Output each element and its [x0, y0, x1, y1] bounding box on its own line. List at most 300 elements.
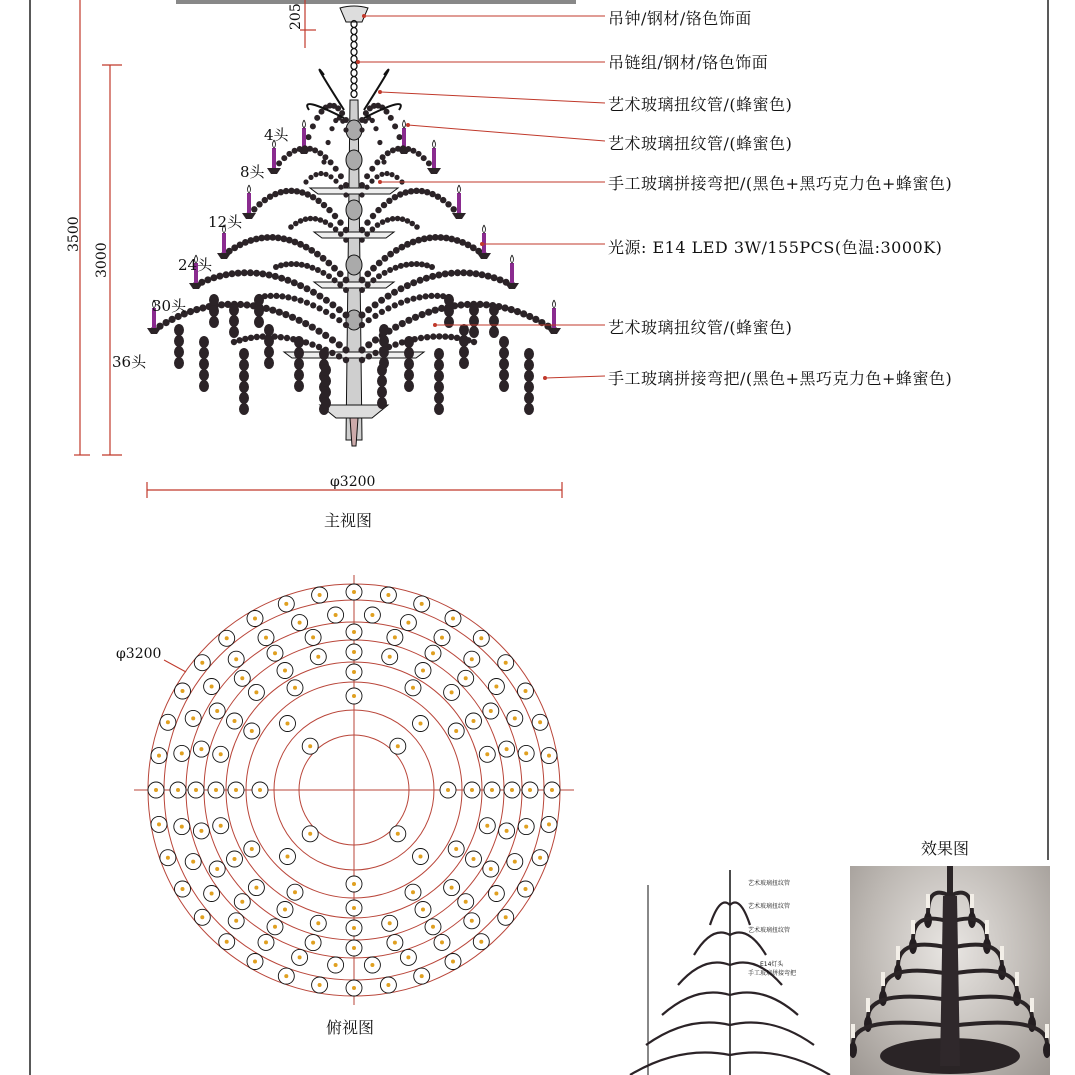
glass-bead — [314, 251, 321, 258]
plan-bulb-dot — [550, 788, 554, 792]
tier-label-24: 24头 — [178, 256, 213, 274]
leader-line — [380, 92, 605, 103]
glass-bead — [460, 269, 467, 276]
glass-bead — [365, 282, 371, 288]
caption-top-view: 俯视图 — [326, 1018, 375, 1037]
glass-bead — [379, 172, 384, 177]
glass-bead — [448, 334, 454, 340]
glass-tray — [284, 352, 424, 358]
plan-bulb-dot — [479, 940, 483, 944]
glass-bead — [419, 311, 426, 318]
callout-twisted-tube-1: 艺术玻璃扭纹管/(蜂蜜色) — [608, 95, 793, 114]
glass-bead — [417, 277, 424, 284]
glass-bead — [310, 289, 317, 296]
glass-bead — [268, 293, 274, 299]
glass-bead — [359, 357, 365, 363]
thumb-arm — [694, 933, 730, 956]
plan-bulb-dot — [470, 788, 474, 792]
glass-bead — [338, 231, 344, 237]
glass-bead — [308, 216, 314, 222]
plan-bulb-dot — [311, 635, 315, 639]
thumb-arm — [630, 1053, 730, 1075]
glass-bead — [336, 306, 343, 313]
hanging-bead — [434, 403, 444, 415]
glass-bead — [330, 313, 336, 319]
glass-bead — [508, 306, 515, 313]
hanging-bead — [524, 348, 534, 360]
tier-label-8: 8头 — [240, 163, 265, 181]
glass-bead — [414, 224, 420, 230]
plan-bulb-dot — [308, 744, 312, 748]
glass-bead — [317, 150, 323, 156]
hanging-bead — [199, 380, 209, 392]
render-candle — [866, 998, 870, 1012]
glass-bead — [289, 314, 296, 321]
glass-bead — [241, 269, 248, 276]
glass-bead — [315, 328, 322, 335]
glass-bead — [304, 285, 311, 292]
candle-cup — [547, 328, 561, 334]
glass-bead — [337, 271, 344, 278]
glass-bead — [392, 341, 398, 347]
glass-bead — [372, 313, 378, 319]
glass-bead — [308, 175, 313, 180]
hanging-bead — [264, 335, 274, 347]
glass-bead — [303, 179, 308, 184]
glass-bead — [483, 301, 490, 308]
plan-bulb-dot — [386, 983, 390, 987]
plan-bulb-dot — [191, 860, 195, 864]
candle-flame — [553, 300, 556, 308]
glass-bead — [266, 272, 273, 279]
thumbnail-drawing — [630, 870, 830, 1075]
hanging-bead — [209, 316, 219, 328]
candle-cup — [427, 168, 441, 174]
glass-bead — [292, 148, 298, 154]
glass-bead — [273, 264, 279, 270]
glass-bead — [375, 207, 381, 213]
plan-bulb-dot — [352, 906, 356, 910]
hanging-bead — [434, 381, 444, 393]
candle-sleeve — [402, 128, 406, 148]
hanging-bead — [444, 305, 454, 317]
hanging-bead — [404, 380, 414, 392]
glass-bead — [309, 265, 315, 271]
glass-bead — [359, 227, 365, 233]
glass-bead — [386, 198, 392, 204]
leader-line — [545, 376, 605, 378]
hanging-bead — [254, 316, 264, 328]
glass-bead — [329, 350, 335, 356]
glass-bead — [405, 218, 411, 224]
plan-bulb-dot — [181, 887, 185, 891]
glass-bead — [259, 270, 266, 277]
plan-bulb-dot — [528, 788, 532, 792]
glass-bead — [336, 353, 342, 359]
thumb-label: 艺术玻璃扭纹管 — [748, 880, 791, 887]
plan-bulb-dot — [225, 636, 229, 640]
plan-bulb-dot — [157, 754, 161, 758]
glass-bead — [372, 336, 379, 343]
glass-bead — [418, 335, 424, 341]
glass-bead — [365, 306, 372, 313]
glass-bead — [256, 201, 262, 207]
hanging-bead — [209, 294, 219, 306]
glass-bead — [315, 267, 321, 273]
glass-bead — [378, 297, 385, 304]
glass-bead — [400, 145, 406, 151]
glass-bead — [526, 313, 533, 320]
glass-bead — [372, 350, 378, 356]
glass-bead — [242, 336, 248, 342]
glass-bead — [283, 188, 289, 194]
glass-bead — [403, 262, 409, 268]
render-candle — [970, 894, 974, 908]
hanging-bead — [377, 397, 387, 409]
glass-bead — [321, 159, 326, 164]
hanging-bead — [174, 324, 184, 336]
glass-bead — [364, 173, 370, 179]
glass-bead — [273, 293, 279, 299]
plan-bulb-dot — [490, 788, 494, 792]
plan-bulb-dot — [286, 722, 290, 726]
glass-bead — [369, 166, 375, 172]
glass-bead — [395, 216, 401, 222]
hanging-bead — [499, 380, 509, 392]
glass-bead — [421, 155, 427, 161]
glass-bead — [414, 261, 420, 267]
hanging-bead — [434, 359, 444, 371]
glass-bead — [359, 182, 365, 188]
hanging-bead — [459, 335, 469, 347]
glass-bead — [485, 273, 492, 280]
glass-bead — [328, 159, 334, 165]
plan-bulb-dot — [225, 940, 229, 944]
glass-bead — [343, 287, 349, 293]
hanging-bead — [379, 335, 389, 347]
thumb-arm — [730, 933, 766, 956]
hanging-bead — [321, 364, 331, 376]
thumb-arm — [646, 1023, 730, 1046]
glass-bead — [187, 308, 194, 315]
candle-flame — [303, 120, 306, 128]
candle-cup — [147, 328, 161, 334]
glass-bead — [359, 322, 365, 328]
plan-bulb-dot — [393, 941, 397, 945]
glass-bead — [326, 273, 332, 279]
hanging-bead — [264, 346, 274, 358]
leader-dot — [378, 90, 382, 94]
glass-bead — [366, 317, 372, 323]
plan-bulb-dot — [370, 613, 374, 617]
glass-bead — [236, 337, 242, 343]
render-candle — [1000, 946, 1004, 960]
plan-bulb-dot — [547, 822, 551, 826]
thumb-arm — [730, 903, 750, 926]
render-arm — [950, 971, 1017, 992]
glass-bead — [405, 146, 411, 152]
hanging-bead — [377, 364, 387, 376]
glass-bead — [359, 192, 364, 197]
candle-cup — [189, 283, 203, 289]
glass-bead — [385, 217, 391, 223]
render-candle — [851, 1024, 855, 1038]
chain-link — [351, 35, 357, 42]
plan-bulb-dot — [181, 689, 185, 693]
glass-bead — [359, 127, 364, 132]
plan-bulb-dot — [273, 651, 277, 655]
glass-bead — [370, 265, 377, 272]
glass-bead — [429, 264, 435, 270]
glass-bead — [299, 262, 305, 268]
plan-bulb-dot — [388, 655, 392, 659]
hanging-bead — [379, 346, 389, 358]
plan-bulb-dot — [293, 686, 297, 690]
render-candle — [911, 920, 915, 934]
thumb-label: E14灯头 — [760, 961, 784, 968]
glass-bead — [333, 179, 338, 184]
glass-bead — [364, 231, 370, 237]
candle-sleeve — [272, 148, 276, 168]
glass-bead — [390, 147, 396, 153]
plan-bulb-dot — [316, 655, 320, 659]
render-candle — [985, 920, 989, 934]
plan-bulb-dot — [489, 867, 493, 871]
plan-bulb-dot — [352, 986, 356, 990]
candle-sleeve — [432, 148, 436, 168]
glass-bead — [333, 166, 339, 172]
plan-bulb-dot — [210, 685, 214, 689]
plan-bulb-dot — [547, 754, 551, 758]
glass-bead — [299, 189, 305, 195]
glass-bead — [377, 140, 382, 145]
thumb-arm — [730, 993, 798, 1016]
glass-bead — [419, 188, 425, 194]
hanging-bell — [340, 6, 368, 22]
plan-bulb-dot — [286, 855, 290, 859]
hanging-bead — [444, 294, 454, 306]
glass-bead — [430, 333, 436, 339]
callout-chain-set: 吊链组/钢材/铬色饰面 — [608, 53, 769, 72]
glass-bead — [326, 140, 331, 145]
plan-bulb-dot — [494, 892, 498, 896]
glass-bead — [318, 217, 324, 223]
hanging-bead — [199, 358, 209, 370]
glass-bead — [333, 118, 338, 123]
plan-bulb-dot — [454, 729, 458, 733]
callout-glass-arm-1: 手工玻璃拼接弯把/(黑色+黑巧克力色+蜂蜜色) — [608, 174, 953, 193]
hanging-bead — [489, 326, 499, 338]
glass-bead — [322, 154, 328, 160]
plan-bulb-dot — [504, 661, 508, 665]
plan-bulb-dot — [298, 955, 302, 959]
bottom-finial — [350, 418, 358, 446]
glass-bead — [298, 218, 304, 224]
glass-bead — [193, 306, 200, 313]
plan-bulb-dot — [396, 744, 400, 748]
hanging-bead — [239, 381, 249, 393]
candle-sleeve — [457, 193, 461, 213]
glass-bead — [291, 279, 298, 286]
glass-bead — [425, 309, 432, 316]
glass-bead — [364, 219, 370, 225]
glass-bead — [276, 160, 282, 166]
render-drop — [850, 1042, 857, 1058]
glass-bead — [429, 273, 436, 280]
plan-bulb-dot — [234, 657, 238, 661]
glass-bead — [323, 297, 330, 304]
glass-bead — [471, 339, 477, 345]
hanging-bead — [499, 336, 509, 348]
glass-bead — [491, 274, 498, 281]
plan-bulb-dot — [419, 722, 423, 726]
glass-bead — [364, 271, 371, 278]
plan-bulb-dot — [411, 686, 415, 690]
render-candle — [926, 894, 930, 908]
glass-bead — [502, 304, 509, 311]
thumb-label: 艺术玻璃扭纹管 — [748, 903, 791, 910]
glass-bead — [309, 341, 315, 347]
glass-bead — [392, 302, 398, 308]
callout-twisted-tube-2: 艺术玻璃扭纹管/(蜂蜜色) — [608, 134, 793, 153]
callout-hanging-bell: 吊钟/钢材/铬色饰面 — [608, 9, 752, 28]
tier-label-30: 30头 — [152, 297, 187, 315]
render-arm — [883, 971, 950, 992]
glass-bead — [342, 346, 349, 353]
render-photo — [850, 866, 1050, 1075]
plan-bulb-dot — [199, 829, 203, 833]
plan-bulb-dot — [370, 963, 374, 967]
glass-bead — [385, 150, 391, 156]
glass-bead — [325, 260, 332, 267]
glass-bead — [332, 213, 338, 219]
hanging-bead — [524, 403, 534, 415]
glass-bead — [279, 293, 285, 299]
plan-bulb-dot — [199, 747, 203, 751]
ceiling-plate — [176, 0, 576, 4]
hanging-bead — [174, 335, 184, 347]
glass-bead — [426, 160, 432, 166]
glass-bead — [333, 226, 339, 232]
plan-bulb-dot — [293, 890, 297, 894]
glass-bead — [388, 115, 394, 121]
glass-bead — [218, 301, 225, 308]
thumb-label: 手工玻璃拼接弯把 — [748, 970, 797, 977]
candle-cup — [505, 283, 519, 289]
hanging-bead — [239, 348, 249, 360]
plan-bulb-dot — [421, 669, 425, 673]
plan-bulb-dot — [233, 857, 237, 861]
plan-bulb-dot — [334, 963, 338, 967]
tier-label-4: 4头 — [264, 126, 289, 144]
glass-bead — [398, 300, 404, 306]
hanging-bead — [174, 357, 184, 369]
candle-flame — [458, 185, 461, 193]
glass-bead — [497, 276, 504, 283]
plan-bulb-dot — [396, 832, 400, 836]
glass-bead — [163, 319, 170, 326]
glass-bead — [423, 275, 430, 282]
glass-bead — [382, 255, 389, 262]
plan-bulb-dot — [489, 709, 493, 713]
glass-bead — [479, 271, 486, 278]
glass-bead — [392, 123, 398, 129]
glass-bead — [343, 127, 348, 132]
hanging-bead — [459, 357, 469, 369]
glass-bead — [343, 322, 349, 328]
glass-bead — [251, 206, 257, 212]
glass-bead — [322, 332, 329, 339]
glass-bead — [374, 159, 380, 165]
glass-bead — [409, 221, 415, 227]
chain-link — [351, 91, 357, 98]
plan-bulb-dot — [166, 856, 170, 860]
glass-bead — [267, 194, 273, 200]
candle-cup — [217, 253, 231, 259]
glass-bead — [278, 275, 285, 282]
hanging-bead — [319, 348, 329, 360]
glass-bead — [442, 333, 448, 339]
leader-dot — [406, 123, 410, 127]
callout-glass-arm-2: 手工玻璃拼接弯把/(黑色+黑巧克力色+蜂蜜色) — [608, 369, 953, 388]
glass-bead — [366, 353, 372, 359]
hanging-bead — [254, 305, 264, 317]
candle-sleeve — [510, 263, 514, 283]
hanging-bead — [469, 304, 479, 316]
glass-bead — [326, 207, 332, 213]
plan-bulb-dot — [298, 621, 302, 625]
plan-bulb-dot — [431, 925, 435, 929]
glass-bead — [254, 334, 260, 340]
leader-dot — [543, 376, 547, 380]
glass-bead — [382, 270, 388, 276]
glass-bead — [343, 357, 349, 363]
plan-bulb-dot — [200, 915, 204, 919]
glass-bead — [394, 175, 399, 180]
dim-plan-diameter: φ3200 — [116, 646, 162, 662]
glass-bead — [343, 227, 349, 233]
glass-bead — [323, 309, 329, 315]
hanging-bead — [264, 357, 274, 369]
glass-bead — [384, 109, 390, 115]
plan-bulb-dot — [388, 921, 392, 925]
plan-bulb-dot — [219, 752, 223, 756]
plan-bulb-dot — [180, 751, 184, 755]
glass-bead — [370, 213, 376, 219]
glass-bead — [303, 216, 309, 222]
glass-bead — [398, 263, 404, 269]
plan-bulb-dot — [215, 867, 219, 871]
hanging-bead — [379, 324, 389, 336]
hanging-bead — [404, 336, 414, 348]
hanging-bead — [174, 346, 184, 358]
plan-bulb-dot — [200, 661, 204, 665]
glass-bead — [473, 270, 480, 277]
glass-bead — [313, 216, 319, 222]
glass-bead — [337, 219, 343, 225]
render-chandelier — [850, 866, 1050, 1075]
glass-bead — [457, 301, 464, 308]
render-drop — [1043, 1042, 1050, 1058]
glass-bead — [370, 226, 376, 232]
tier-label-12: 12头 — [208, 213, 243, 231]
glass-bead — [403, 189, 409, 195]
plan-bulb-dot — [284, 974, 288, 978]
thumb-arm — [710, 903, 730, 926]
stem-knot — [346, 255, 362, 275]
glass-bead — [331, 265, 338, 272]
callout-light-source: 光源: E14 LED 3W/155PCS(色温:3000K) — [608, 238, 943, 257]
